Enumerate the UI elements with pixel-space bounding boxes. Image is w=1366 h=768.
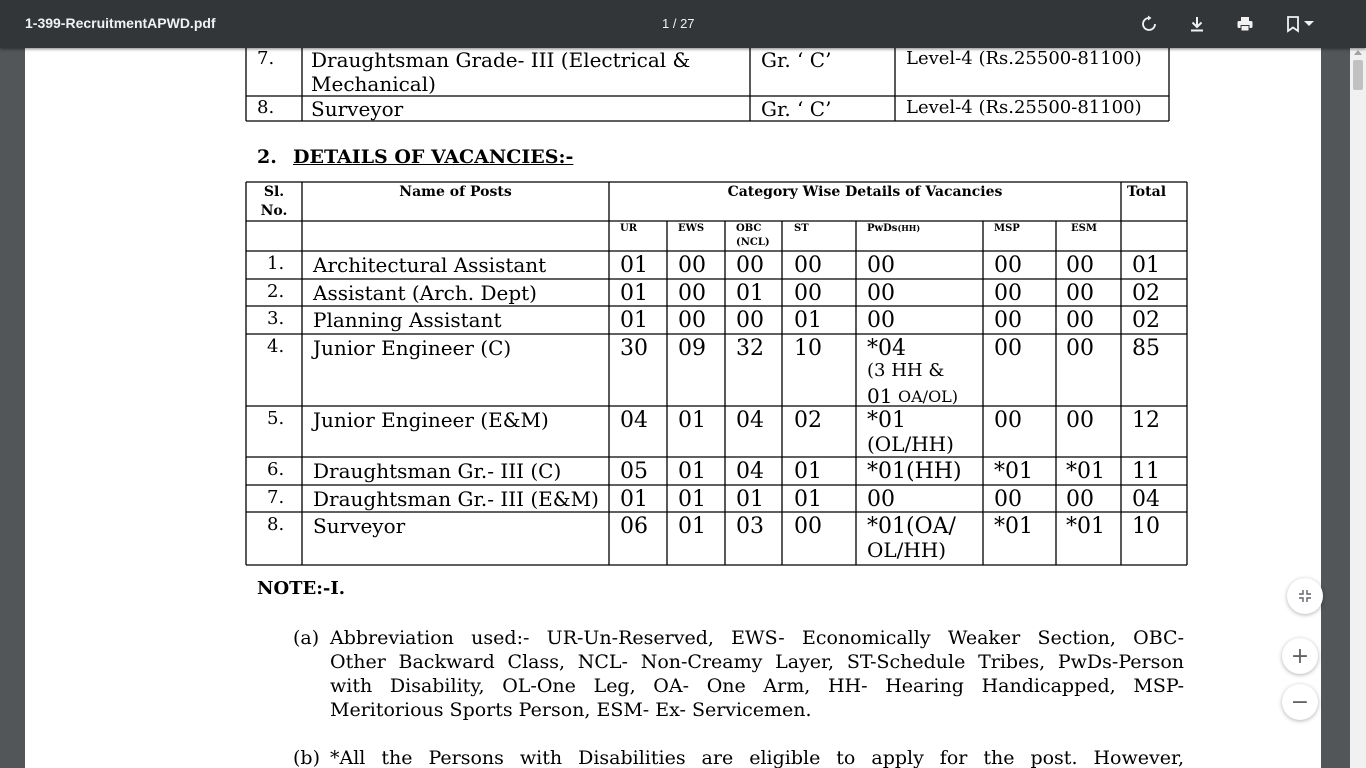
top-row-8-name: Surveyor xyxy=(311,97,404,121)
page-indicator[interactable]: 1 / 27 xyxy=(662,16,695,31)
row-sl: 7. xyxy=(267,487,285,508)
row-esm: 00 xyxy=(1066,308,1094,333)
row-post-name: Surveyor xyxy=(313,514,406,538)
top-row-7-name: Draughtsman Grade- III (Electrical & xyxy=(311,48,691,72)
header-no: No. xyxy=(260,203,288,219)
row-sl: 1. xyxy=(267,253,285,274)
subheader-msp: MSP xyxy=(994,223,1020,234)
row-msp: 00 xyxy=(994,253,1022,278)
row-ews: 01 xyxy=(678,514,706,539)
row-ur: 30 xyxy=(620,336,648,361)
row-esm: *01 xyxy=(1066,514,1105,539)
row-msp: 00 xyxy=(994,308,1022,333)
note-b-label: (b) xyxy=(293,747,320,768)
row-obc: 00 xyxy=(736,308,764,333)
row-post-name: Junior Engineer (E&M) xyxy=(313,408,549,432)
row-ews: 00 xyxy=(678,253,706,278)
row-obc: 03 xyxy=(736,514,764,539)
subheader-st: ST xyxy=(794,223,809,234)
row-total: 02 xyxy=(1132,308,1160,333)
row-st: 01 xyxy=(794,459,822,484)
row-post-name: Planning Assistant xyxy=(313,308,502,332)
zoom-out-button[interactable]: − xyxy=(1282,684,1318,720)
pdf-page xyxy=(25,48,1321,768)
row-ews: 01 xyxy=(678,487,706,512)
row-esm: 00 xyxy=(1066,281,1094,306)
row-pwd: 00 xyxy=(867,253,895,278)
row-pwd: *01(OA/ xyxy=(867,514,956,539)
subheader-ews: EWS xyxy=(678,223,705,234)
row-post-name: Assistant (Arch. Dept) xyxy=(313,281,537,305)
row-obc: 04 xyxy=(736,459,764,484)
row-esm: 00 xyxy=(1066,487,1094,512)
row-ur: 01 xyxy=(620,308,648,333)
subheader-pwd-suffix: (HH) xyxy=(897,223,921,233)
header-total: Total xyxy=(1127,184,1167,200)
row-total: 11 xyxy=(1132,459,1160,484)
row-obc: 04 xyxy=(736,408,764,433)
row-ur: 01 xyxy=(620,281,648,306)
row-pwd-detail: (3 HH & xyxy=(867,360,945,381)
fit-page-icon[interactable] xyxy=(1287,578,1323,614)
row-msp: 00 xyxy=(994,281,1022,306)
row-pwd-detail: OL/HH) xyxy=(867,538,947,562)
row-ews: 00 xyxy=(678,308,706,333)
header-name-of-posts: Name of Posts xyxy=(399,184,512,200)
row-st: 00 xyxy=(794,514,822,539)
row-sl: 2. xyxy=(267,281,285,302)
row-ews: 01 xyxy=(678,408,706,433)
subheader-ncl: (NCL) xyxy=(736,237,770,248)
top-row-8-level: Level-4 (Rs.25500-81100) xyxy=(906,97,1142,118)
row-obc: 00 xyxy=(736,253,764,278)
rotate-icon[interactable] xyxy=(1137,12,1161,36)
row-esm: 00 xyxy=(1066,336,1094,361)
print-icon[interactable] xyxy=(1233,12,1257,36)
row-sl: 6. xyxy=(267,459,285,480)
pdf-toolbar xyxy=(0,0,1366,48)
zoom-in-button[interactable]: + xyxy=(1282,638,1318,674)
row-pwd: 00 xyxy=(867,281,895,306)
row-pwd-detail: 01 xyxy=(867,384,893,408)
row-msp: *01 xyxy=(994,459,1033,484)
row-obc: 32 xyxy=(736,336,764,361)
row-esm: *01 xyxy=(1066,459,1105,484)
top-row-8-sl: 8. xyxy=(257,97,275,118)
row-ews: 01 xyxy=(678,459,706,484)
vertical-scrollbar[interactable] xyxy=(1350,48,1366,768)
subheader-ur: UR xyxy=(620,223,638,234)
row-pwd-detail: (OL/HH) xyxy=(867,432,954,456)
row-total: 01 xyxy=(1132,253,1160,278)
note-a-line-1: Abbreviation used:- UR-Un-Reserved, EWS- Economically Weaker Section, OBC- xyxy=(330,627,1184,649)
note-a-label: (a) xyxy=(293,627,320,649)
row-ur: 05 xyxy=(620,459,648,484)
download-icon[interactable] xyxy=(1185,12,1209,36)
row-st: 00 xyxy=(794,253,822,278)
row-obc: 01 xyxy=(736,487,764,512)
row-pwd: *04 xyxy=(867,336,906,361)
chevron-down-icon[interactable] xyxy=(1301,12,1317,36)
note-heading: NOTE:-I. xyxy=(257,578,346,599)
row-sl: 5. xyxy=(267,408,285,429)
row-total: 12 xyxy=(1132,408,1160,433)
subheader-esm: ESM xyxy=(1071,223,1097,234)
row-post-name: Junior Engineer (C) xyxy=(313,336,512,360)
row-pwd: 00 xyxy=(867,487,895,512)
row-pwd: *01 xyxy=(867,408,906,433)
subheader-pwd-label: PwDs xyxy=(867,223,898,234)
row-total: 10 xyxy=(1132,514,1160,539)
row-st: 01 xyxy=(794,308,822,333)
section-title: DETAILS OF VACANCIES:- xyxy=(293,146,574,168)
row-ur: 01 xyxy=(620,487,648,512)
section-number: 2. xyxy=(257,146,277,168)
row-post-name: Draughtsman Gr.- III (E&M) xyxy=(313,487,599,511)
row-st: 02 xyxy=(794,408,822,433)
top-row-7-level: Level-4 (Rs.25500-81100) xyxy=(906,48,1142,69)
row-obc: 01 xyxy=(736,281,764,306)
top-row-7-name-cont: Mechanical) xyxy=(311,72,436,96)
row-msp: 00 xyxy=(994,336,1022,361)
row-ur: 06 xyxy=(620,514,648,539)
note-a-line-3: with Disability, OL-One Leg, OA- One Arm, HH- Hearing Handicapped, MSP- xyxy=(330,675,1184,697)
row-post-name: Architectural Assistant xyxy=(313,253,547,277)
note-b-line: *All the Persons with Disabilities are eligible to apply for the post. However, xyxy=(330,747,1184,768)
row-pwd-detail: OA/OL) xyxy=(898,387,959,406)
scrollbar-thumb[interactable] xyxy=(1353,60,1363,90)
row-st: 00 xyxy=(794,281,822,306)
document-title: 1-399-RecruitmentAPWD.pdf xyxy=(25,15,216,31)
row-total: 04 xyxy=(1132,487,1160,512)
row-sl: 3. xyxy=(267,308,285,329)
top-row-7-sl: 7. xyxy=(257,48,275,69)
note-a-line-4: Meritorious Sports Person, ESM- Ex- Servicemen. xyxy=(330,699,812,721)
note-a-line-2: Other Backward Class, NCL- Non-Creamy Layer, ST-Schedule Tribes, PwDs-Person xyxy=(330,651,1184,673)
subheader-obc: OBC xyxy=(736,223,762,234)
row-total: 85 xyxy=(1132,336,1160,361)
row-total: 02 xyxy=(1132,281,1160,306)
row-ews: 09 xyxy=(678,336,706,361)
row-pwd: 00 xyxy=(867,308,895,333)
row-msp: 00 xyxy=(994,487,1022,512)
header-sl: Sl. xyxy=(263,184,285,200)
row-esm: 00 xyxy=(1066,408,1094,433)
row-post-name: Draughtsman Gr.- III (C) xyxy=(313,459,562,483)
scroll-up-arrow-icon[interactable] xyxy=(1354,50,1362,55)
row-sl: 4. xyxy=(267,336,285,357)
row-esm: 00 xyxy=(1066,253,1094,278)
row-pwd: *01(HH) xyxy=(867,459,962,484)
row-ur: 01 xyxy=(620,253,648,278)
top-row-8-group: Gr. ‘ C’ xyxy=(761,97,832,121)
header-category: Category Wise Details of Vacancies xyxy=(727,184,1003,200)
row-msp: *01 xyxy=(994,514,1033,539)
row-ews: 00 xyxy=(678,281,706,306)
row-msp: 00 xyxy=(994,408,1022,433)
subheader-pwd xyxy=(867,223,920,234)
row-sl: 8. xyxy=(267,514,285,535)
row-ur: 04 xyxy=(620,408,648,433)
row-st: 10 xyxy=(794,336,822,361)
row-st: 01 xyxy=(794,487,822,512)
top-row-7-group: Gr. ‘ C’ xyxy=(761,48,832,72)
